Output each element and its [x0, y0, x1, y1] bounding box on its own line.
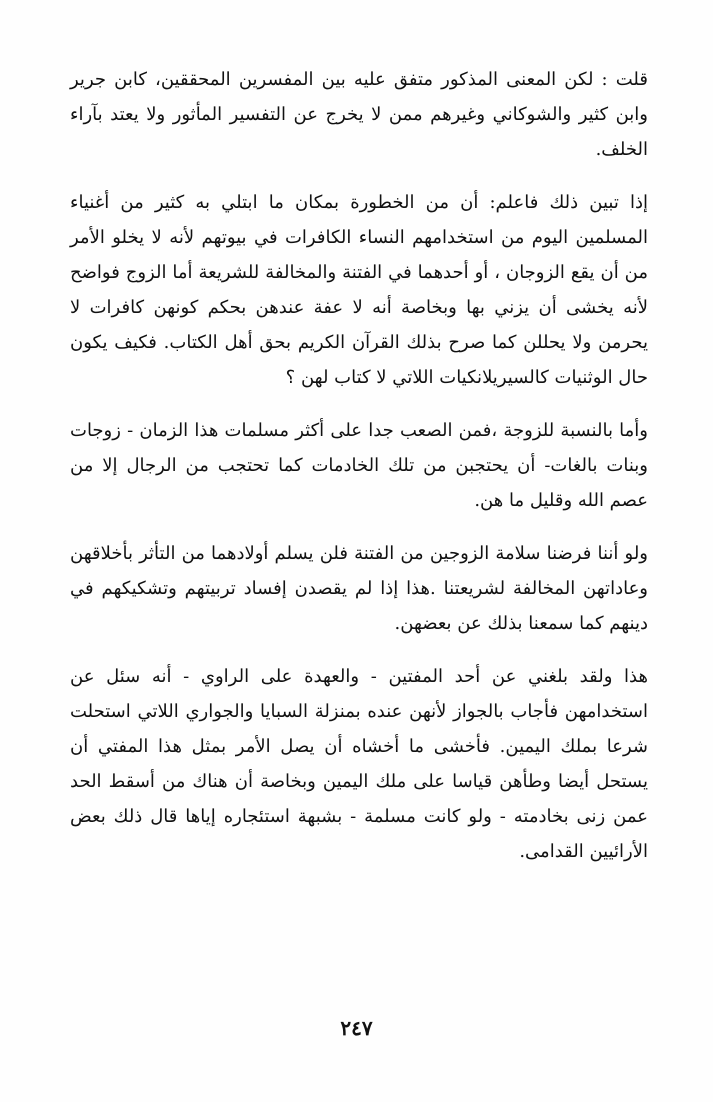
paragraph: ولو أننا فرضنا سلامة الزوجين من الفتنة فلن يسلم أولادهما من التأثر بأخلاقهن وعاداتهن المخالفة لشريعتنا .هذا إذا لم يقصدن إفساد تربيتهم وتشكيكهم في دينهم كما سمعنا بذلك عن بعضهن. — [70, 543, 648, 634]
body-text — [70, 62, 648, 887]
page-number: ٢٤٧ — [340, 1016, 373, 1040]
paragraph: وأما بالنسبة للزوجة ،فمن الصعب جدا على أكثر مسلمات هذا الزمان - زوجات وبنات بالغات- أن يحتجبن من تلك الخادمات كما تحتجب من الرجال إلا من عصم الله وقليل ما هن. — [70, 420, 648, 511]
paragraph: قلت : لكن المعنى المذكور متفق عليه بين المفسرين المحققين، كابن جرير وابن كثير والشوكاني وغيرهم ممن لا يخرج عن التفسير المأثور ولا يعتد بآراء الخلف. — [70, 69, 648, 160]
paragraph: إذا تبين ذلك فاعلم: أن من الخطورة بمكان ما ابتلي به كثير من أغنياء المسلمين اليوم من استخدامهم النساء الكافرات في بيوتهم لأنه لا يخلو الأمر من أن يقع الزوجان ، أو أحدهما في الفتنة والمخالفة للشريعة أما الزوج فواضح لأنه يخشى أن يزني بها وبخاصة أنه لا عفة عندهن بحكم كونهن كافرات لا يحرمن ولا يحللن كما صرح بذلك القرآن الكريم بحق أهل الكتاب. فكيف يكون حال الوثنيات كالسيريلانكيات اللاتي لا كتاب لهن ؟ — [70, 192, 648, 388]
paragraph: هذا ولقد بلغني عن أحد المفتين - والعهدة على الراوي - أنه سئل عن استخدامهن فأجاب بالجواز لأنهن عنده بمنزلة السبايا والجواري اللاتي استحلت شرعا بملك اليمين. فأخشى ما أخشاه أن يصل الأمر بمثل هذا المفتي أن يستحل أيضا وطأهن قياسا على ملك اليمين وبخاصة أن هناك من أسقط الحد عمن زنى بخادمته - ولو كانت مسلمة - بشبهة استئجاره إياها قال ذلك بعض الأرائيين القدامى. — [70, 666, 648, 862]
